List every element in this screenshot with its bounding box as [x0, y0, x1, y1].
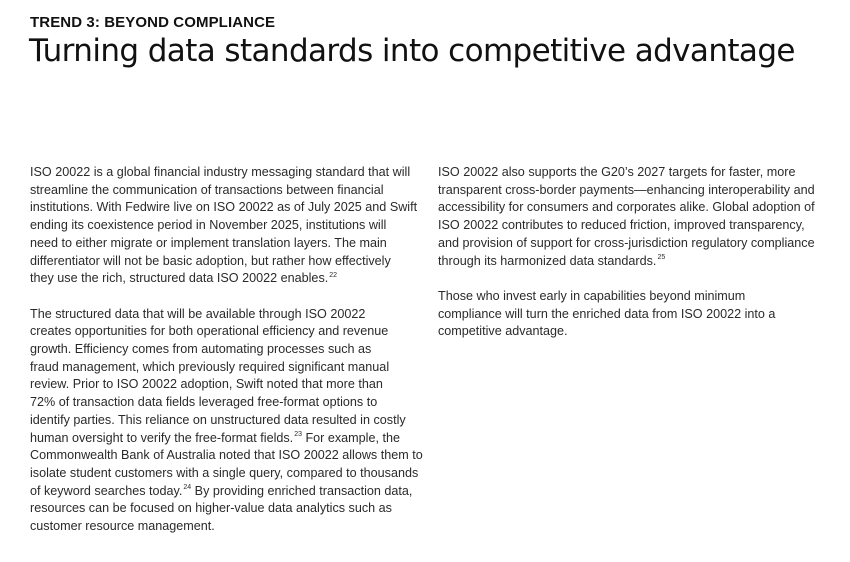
text-line: through its harmonized data standards.$^{25}$: [438, 253, 666, 268]
text-line: identify parties. This reliance on unstructured data resulted in costly: [30, 412, 406, 427]
text-line: resources can be focused on higher-value data analytics such as: [30, 501, 392, 516]
text-line: ISO 20022 is a global financial industry messaging standard that will: [30, 165, 411, 179]
text-line: Those who invest early in capabilities beyond minimum: [438, 288, 746, 303]
text-line: transparent cross-border payments—enhancing interoperability and: [438, 182, 815, 197]
text-line: streamline the communication of transactions between financial: [30, 182, 384, 197]
text-line: creates opportunities for both operational efficiency and revenue: [30, 324, 389, 339]
text-line: ending its coexistence period in November 2025, institutions will: [30, 218, 387, 233]
text-line: growth. Efficiency comes from automating processes such as: [30, 342, 372, 357]
text-line: they use the rich, structured data ISO 20022 enables.$^{22}$: [30, 271, 338, 286]
footnote-ref-24: 24: [183, 484, 192, 492]
paragraph-structured-data: [30, 306, 422, 536]
text-line: human oversight to verify the free-format fields.$^{23}$ For example, the: [30, 430, 400, 445]
footnote-ref-23: 23: [294, 431, 302, 439]
right-column: [438, 164, 830, 359]
left-column: [30, 164, 422, 553]
footnote-ref-25: 25: [657, 254, 666, 262]
text-line: fraud management, which previously required significant manual: [30, 359, 390, 374]
text-line: and provision of support for cross-jurisdiction regulatory compliance: [438, 235, 815, 250]
text-line: need to either migrate or implement translation layers. The main: [30, 235, 387, 250]
text-line: differentiator will not be basic adoption, but rather how effectively: [30, 253, 391, 268]
text-line: The structured data that will be available through ISO 20022: [30, 306, 366, 321]
footnote-ref-22: 22: [329, 272, 338, 280]
page-title: Turning data standards into competitive advantage: [29, 33, 795, 69]
text-line: accessibility for consumers and corporates alike. Global adoption of: [438, 200, 815, 215]
text-line: 72% of transaction data fields leveraged free-format options to: [30, 395, 378, 410]
paragraph-iso-overview: [30, 164, 422, 288]
text-line: of keyword searches today.$^{24}$ By providing enriched transaction data,: [30, 483, 413, 498]
section-eyebrow: TREND 3: BEYOND COMPLIANCE: [30, 14, 276, 31]
text-line: Commonwealth Bank of Australia noted that ISO 20022 allows them to: [30, 448, 423, 463]
text-line: isolate student customers with a single query, compared to thousands: [30, 465, 419, 480]
text-line: customer resource management.: [30, 519, 215, 534]
paragraph-competitive-advantage: [438, 288, 830, 341]
text-line: institutions. With Fedwire live on ISO 20022 as of July 2025 and Swift: [30, 200, 418, 215]
text-line: ISO 20022 also supports the G20’s 2027 targets for faster, more: [438, 165, 796, 179]
text-line: ISO 20022 contributes to reduced friction, improved transparency,: [438, 218, 805, 233]
text-line: competitive advantage.: [438, 324, 568, 339]
text-line: compliance will turn the enriched data from ISO 20022 into a: [438, 306, 776, 321]
text-line: review. Prior to ISO 20022 adoption, Swift noted that more than: [30, 377, 383, 392]
paragraph-g20-targets: [438, 164, 830, 270]
